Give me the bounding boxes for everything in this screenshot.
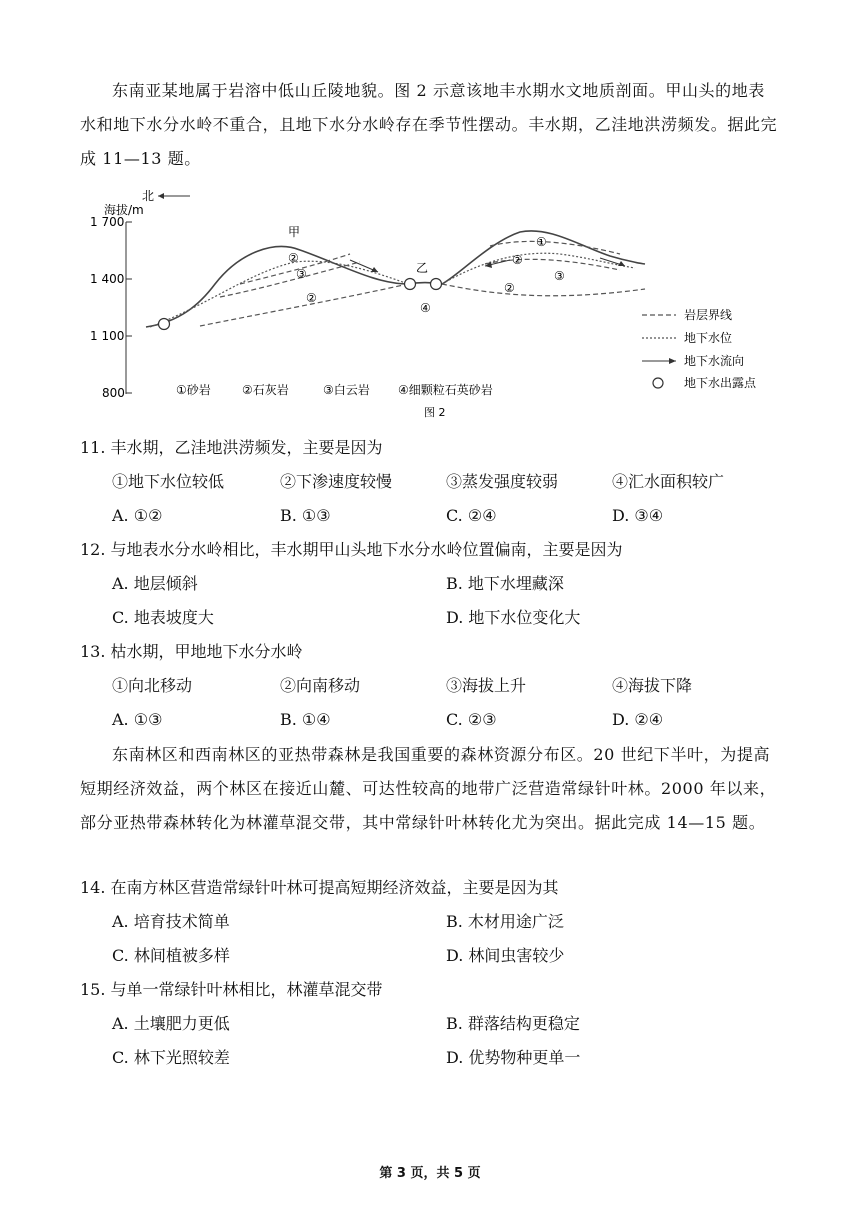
question-14-stem: 14. 在南方林区营造常绿针叶林可提高短期经济效益，主要是因为其: [80, 878, 559, 897]
q14-option-c[interactable]: C. 林间植被多样: [112, 946, 230, 965]
q13-option-d[interactable]: D. ②④: [612, 710, 664, 729]
q11-option-b[interactable]: B. ①③: [280, 506, 331, 525]
q11-option-d[interactable]: D. ③④: [612, 506, 664, 525]
q11-item-1: ①地下水位较低: [112, 472, 225, 491]
q12-option-d[interactable]: D. 地下水位变化大: [446, 608, 581, 627]
tick-label-1100: 1 100: [90, 329, 125, 343]
question-15-stem: 15. 与单一常绿针叶林相比，林灌草混交带: [80, 980, 383, 999]
q15-option-d[interactable]: D. 优势物种更单一: [446, 1048, 581, 1067]
label-yi: 乙: [416, 261, 429, 275]
q13-item-4: ④海拔下降: [612, 676, 693, 695]
q13-item-2: ②向南移动: [280, 676, 361, 695]
legend-spring: 地下水出露点: [684, 376, 757, 390]
legend-swatch-spring: [653, 378, 663, 388]
q15-option-c[interactable]: C. 林下光照较差: [112, 1048, 230, 1067]
spring-point-mid: [405, 279, 416, 290]
q13-option-b[interactable]: B. ①④: [280, 710, 331, 729]
question-13-stem: 13. 枯水期，甲地地下水分水岭: [80, 642, 303, 661]
question-12-stem: 12. 与地表水分水岭相比，丰水期甲山头地下水分水岭位置偏南，主要是因为: [80, 540, 623, 559]
rock-mark-4: ④: [420, 301, 431, 315]
q14-option-a[interactable]: A. 培育技术简单: [112, 912, 230, 931]
q14-option-d[interactable]: D. 林间虫害较少: [446, 946, 565, 965]
q11-option-a[interactable]: A. ①②: [112, 506, 163, 525]
q12-option-a[interactable]: A. 地层倾斜: [112, 574, 198, 593]
rock-mark-2b: ②: [306, 291, 317, 305]
tick-label-1700: 1 700: [90, 215, 125, 229]
legend-layer: 岩层界线: [684, 308, 733, 322]
q11-option-c[interactable]: C. ②④: [446, 506, 497, 525]
rock-mark-2d: ②: [504, 281, 515, 295]
figure-caption: 图 2: [424, 406, 446, 419]
rock-mark-1: ①: [536, 235, 547, 249]
rock-label-3: ③白云岩: [323, 383, 370, 397]
q15-option-b[interactable]: B. 群落结构更稳定: [446, 1014, 580, 1033]
page-footer: 第 3 页，共 5 页: [379, 1166, 481, 1181]
legend-swatch-flow-head: [669, 358, 676, 364]
rock-label-2: ②石灰岩: [242, 383, 289, 397]
north-arrow-head: [158, 193, 164, 199]
q14-option-b[interactable]: B. 木材用途广泛: [446, 912, 564, 931]
q12-option-b[interactable]: B. 地下水埋藏深: [446, 574, 564, 593]
passage-2: 东南林区和西南林区的亚热带森林是我国重要的森林资源分布区。20 世纪下半叶，为提高短期经济效益，两个林区在接近山麓、可达性较高的地带广泛营造常绿针叶林。2000 年以来，部分亚热带森林转化为林灌草混交带，其中常绿针叶林转化尤为突出。据此完成 14—15 题。: [80, 745, 777, 832]
layer-boundary-2: [220, 262, 360, 297]
layer-boundary-1: [200, 284, 408, 326]
rock-mark-3a: ③: [296, 267, 307, 281]
rock-label-4: ④细颗粒石英砂岩: [398, 383, 493, 397]
legend-water-table: 地下水位: [684, 331, 733, 345]
q13-item-1: ①向北移动: [112, 676, 193, 695]
q13-option-c[interactable]: C. ②③: [446, 710, 497, 729]
label-jia: 甲: [288, 225, 301, 239]
tick-label-800: 800: [102, 386, 125, 400]
q11-item-4: ④汇水面积较广: [612, 472, 725, 491]
q15-option-a[interactable]: A. 土壤肥力更低: [112, 1014, 230, 1033]
north-label: 北: [142, 189, 155, 203]
layer-boundary-4: [442, 284, 645, 296]
q11-item-2: ②下渗速度较慢: [280, 472, 393, 491]
flow-arrow-3-head: [618, 261, 625, 266]
tick-label-1400: 1 400: [90, 272, 125, 286]
y-axis-label: 海拔/m: [104, 203, 144, 217]
legend-flow: 地下水流向: [684, 354, 745, 368]
question-11-stem: 11. 丰水期，乙洼地洪涝频发，主要是因为: [80, 438, 383, 457]
spring-point-right: [431, 279, 442, 290]
rock-mark-2c: ②: [512, 253, 523, 267]
groundwater-table-left: [150, 261, 408, 327]
q13-item-3: ③海拔上升: [446, 676, 527, 695]
figure-2-hydrogeologic-profile: [90, 184, 790, 424]
q12-option-c[interactable]: C. 地表坡度大: [112, 608, 214, 627]
q13-option-a[interactable]: A. ①③: [112, 710, 163, 729]
groundwater-table-right: [442, 253, 635, 284]
passage-1: 东南亚某地属于岩溶中低山丘陵地貌。图 2 示意该地丰水期水文地质剖面。甲山头的地表水和地下水分水岭不重合，且地下水分水岭存在季节性摆动。丰水期，乙洼地洪涝频发。据此完成 11—13 题。: [80, 81, 778, 168]
rock-label-1: ①砂岩: [176, 383, 211, 397]
rock-mark-2a: ②: [288, 251, 299, 265]
q11-item-3: ③蒸发强度较弱: [446, 472, 559, 491]
rock-mark-3b: ③: [554, 269, 565, 283]
spring-point-left: [159, 319, 170, 330]
